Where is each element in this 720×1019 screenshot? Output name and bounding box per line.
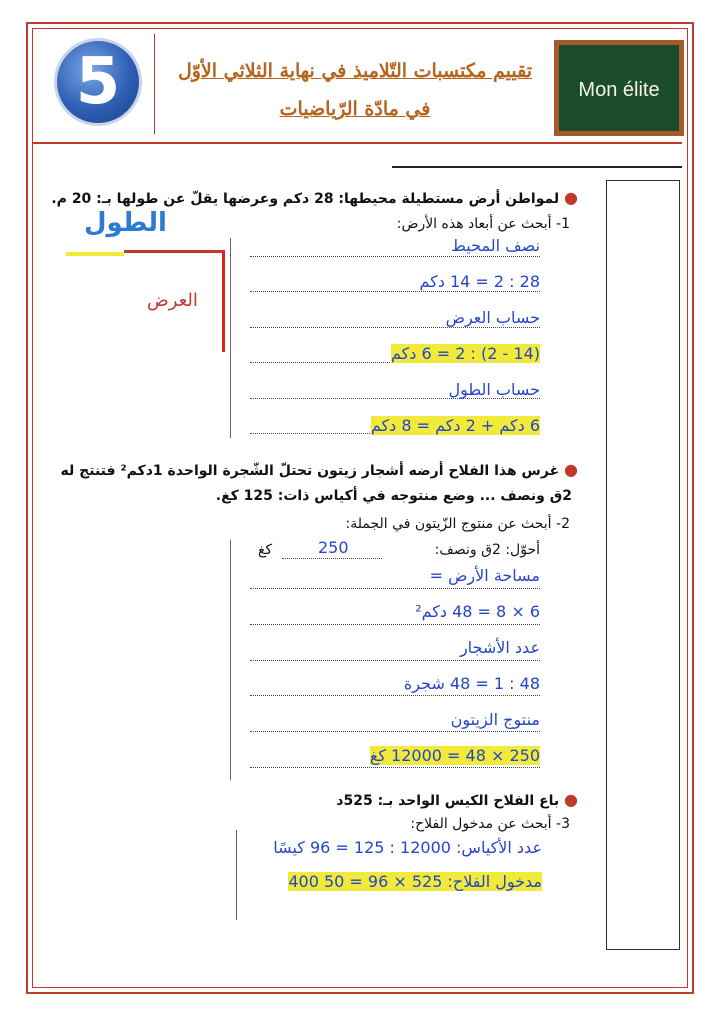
bullet-icon: ● xyxy=(564,790,578,809)
margin-line xyxy=(230,540,231,780)
answer-line xyxy=(250,767,540,768)
highlighted-answer: 6 دكم + 2 دكم = 8 دكم xyxy=(370,416,540,435)
handwritten-answer: 6 × 8 = 48 دكم² xyxy=(415,602,540,621)
chalkboard-logo xyxy=(554,40,684,136)
answer-line xyxy=(250,731,540,732)
rectangle-length-line xyxy=(124,250,224,253)
badge-number: 5 xyxy=(75,45,121,119)
handwritten-answer: عدد الأشجار xyxy=(459,638,540,657)
answer-line xyxy=(282,558,382,559)
highlight-mark xyxy=(66,252,124,256)
answer-line xyxy=(250,660,540,661)
answer-line xyxy=(250,327,540,328)
handwritten-answer xyxy=(288,872,542,891)
bullet-icon: ● xyxy=(564,188,578,207)
highlighted-answer: (14 - 2) : 2 = 6 دكم xyxy=(391,344,540,363)
handwritten-answer: نصف المحيط xyxy=(451,236,540,255)
page-title xyxy=(160,38,550,134)
handwritten-answer: منتوج الزيتون xyxy=(450,710,540,729)
grading-column xyxy=(606,180,680,950)
exercise1-question: 1- أبحث عن أبعاد هذه الأرض: xyxy=(396,216,570,232)
handwritten-answer xyxy=(371,416,540,435)
handwritten-answer: 48 : 1 = 48 شجرة xyxy=(403,674,540,693)
answer-line xyxy=(250,624,540,625)
exercise2-statement-2: 2ق ونصف ... وضع منتوجه في أكياس ذات: 125 كغ. xyxy=(215,488,572,504)
board-text: Mon élite xyxy=(578,79,660,101)
highlighted-answer: مدخول الفلاح: 525 × 96 = 50 400 xyxy=(288,872,542,891)
divider xyxy=(392,166,682,168)
answer-line xyxy=(250,256,540,257)
handwritten-answer: حساب الطول xyxy=(448,380,540,399)
exercise2-question: 2- أبحث عن منتوج الزّيتون في الجملة: xyxy=(345,516,570,532)
handwritten-answer: حساب العرض xyxy=(445,308,540,327)
highlighted-answer: 250 × 48 = 12000 كغ xyxy=(369,746,540,765)
answer-line xyxy=(250,588,540,589)
exercise2-statement-1 xyxy=(61,460,578,479)
margin-line xyxy=(230,238,231,438)
handwritten-answer: 28 : 2 = 14 دكم xyxy=(419,272,540,291)
exercise1-statement xyxy=(51,188,578,207)
exercise3-statement-text: باع الفلاح الكيس الواحد بـ: 525د xyxy=(336,793,560,809)
convert-value: 250 xyxy=(318,538,349,557)
convert-label: أحوّل: 2ق ونصف: xyxy=(434,542,540,558)
answer-line xyxy=(250,291,540,292)
title-line-2: في مادّة الرّياضيات xyxy=(279,98,431,120)
rectangle-width-line xyxy=(222,250,225,352)
handwritten-answer: مساحة الأرض = xyxy=(429,566,540,585)
exercise3-question: 3- أبحث عن مدخول الفلاح: xyxy=(410,816,570,832)
title-line-1: تقييم مكتسبات التّلاميذ في نهاية الثلاثي الأوّل xyxy=(177,60,533,82)
handwritten-answer xyxy=(391,344,540,363)
number-badge xyxy=(44,34,155,134)
label-length: الطول xyxy=(84,208,167,238)
handwritten-answer: عدد الأكياس: 12000 : 125 = 96 كيسًا xyxy=(273,838,542,857)
bullet-icon: ● xyxy=(564,460,578,479)
margin-line xyxy=(236,830,237,920)
convert-unit: كغ xyxy=(258,542,273,558)
label-width: العرض xyxy=(147,290,198,311)
exercise2-statement-text: غرس هذا الفلاح أرضه أشجار زيتون تحتلّ الشّجرة الواحدة 1دكم² فتنتج له xyxy=(60,463,560,479)
exercise3-statement xyxy=(336,790,578,809)
exercise1-statement-text: لمواطن أرض مستطيلة محيطها: 28 دكم وعرضها يقلّ عن طولها بـ: 20 م. xyxy=(51,191,560,207)
handwritten-answer xyxy=(370,746,540,765)
answer-line xyxy=(250,695,540,696)
